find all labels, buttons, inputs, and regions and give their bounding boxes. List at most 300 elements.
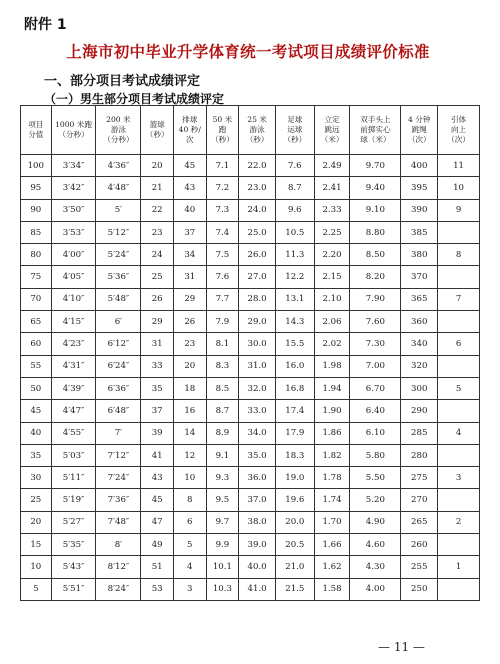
table-cell: 385 <box>401 221 438 243</box>
table-cell: 24 <box>141 244 174 266</box>
table-cell: 9.70 <box>350 155 401 177</box>
table-cell: 7.7 <box>206 288 239 310</box>
table-cell: 5′27″ <box>51 511 96 533</box>
column-header-line: （分秒） <box>58 130 89 139</box>
table-row <box>21 199 480 221</box>
column-header <box>173 106 206 155</box>
table-cell: 35 <box>141 377 174 399</box>
table-cell: 24.0 <box>239 199 276 221</box>
subsection-heading: （一）男生部分项目考试成绩评定 <box>44 92 225 106</box>
table-cell: 7.30 <box>350 333 401 355</box>
column-header-line: 双手头上 <box>360 115 391 124</box>
table-cell: 7′24″ <box>96 467 141 489</box>
table-cell: 8′ <box>96 534 141 556</box>
column-header-line: 球（米） <box>360 135 391 144</box>
column-header <box>96 106 141 155</box>
table-cell: 27.0 <box>239 266 276 288</box>
table-cell: 23 <box>173 333 206 355</box>
column-header-line: （次） <box>407 135 431 144</box>
table-cell: 5 <box>21 578 52 600</box>
table-cell: 40.0 <box>239 556 276 578</box>
table-cell: 3 <box>173 578 206 600</box>
table-cell: 4′10″ <box>51 288 96 310</box>
table-cell: 95 <box>21 177 52 199</box>
table-row <box>21 244 480 266</box>
table-cell: 3 <box>438 467 480 489</box>
table-cell: 4.60 <box>350 534 401 556</box>
table-cell: 30 <box>21 467 52 489</box>
table-cell: 7.6 <box>275 155 314 177</box>
column-header-line: 项目 <box>28 120 44 129</box>
table-cell: 75 <box>21 266 52 288</box>
table-cell: 41 <box>141 444 174 466</box>
table-cell: 11 <box>438 155 480 177</box>
table-cell: 5′ <box>96 199 141 221</box>
table-cell: 18 <box>173 377 206 399</box>
column-header-line: 运球 <box>287 125 303 134</box>
table-cell: 12 <box>173 444 206 466</box>
table-row <box>21 511 480 533</box>
table-cell: 4 <box>173 556 206 578</box>
table-cell: 3′53″ <box>51 221 96 243</box>
table-cell: 1.58 <box>314 578 350 600</box>
table-cell: 30.0 <box>239 333 276 355</box>
table-cell: 19.6 <box>275 489 314 511</box>
table-cell: 2.41 <box>314 177 350 199</box>
table-cell: 4′47″ <box>51 400 96 422</box>
table-cell: 45 <box>173 155 206 177</box>
table-cell: 51 <box>141 556 174 578</box>
table-cell: 5′19″ <box>51 489 96 511</box>
table-cell: 360 <box>401 311 438 333</box>
table-cell: 265 <box>401 511 438 533</box>
table-cell: 7.00 <box>350 355 401 377</box>
column-header-line: 跳绳 <box>411 125 427 134</box>
table-cell: 365 <box>401 288 438 310</box>
table-cell: 400 <box>401 155 438 177</box>
table-cell: 1 <box>438 556 480 578</box>
table-cell: 4′55″ <box>51 422 96 444</box>
table-row <box>21 221 480 243</box>
table-cell: 380 <box>401 244 438 266</box>
table-cell: 50 <box>21 377 52 399</box>
table-cell <box>438 578 480 600</box>
table-cell: 33.0 <box>239 400 276 422</box>
table-cell: 7′ <box>96 422 141 444</box>
table-row <box>21 422 480 444</box>
column-header-line: 1000 米跑 <box>55 120 92 129</box>
table-cell: 7′36″ <box>96 489 141 511</box>
table-cell: 9.1 <box>206 444 239 466</box>
table-cell: 31.0 <box>239 355 276 377</box>
table-cell: 1.74 <box>314 489 350 511</box>
table-cell: 10.3 <box>206 578 239 600</box>
table-cell: 390 <box>401 199 438 221</box>
table-cell: 7 <box>438 288 480 310</box>
table-cell: 23.0 <box>239 177 276 199</box>
column-header-line: 50 米 <box>212 115 233 124</box>
table-header-row <box>21 106 480 155</box>
table-cell: 47 <box>141 511 174 533</box>
table-cell: 4.90 <box>350 511 401 533</box>
column-header-line: 次 <box>185 135 194 144</box>
table-cell: 1.78 <box>314 467 350 489</box>
table-cell: 31 <box>173 266 206 288</box>
table-cell: 340 <box>401 333 438 355</box>
table-cell: 37 <box>173 221 206 243</box>
column-header <box>141 106 174 155</box>
table-cell: 8.50 <box>350 244 401 266</box>
table-cell: 8.7 <box>206 400 239 422</box>
table-cell: 7.1 <box>206 155 239 177</box>
table-cell: 2.15 <box>314 266 350 288</box>
table-cell: 6′48″ <box>96 400 141 422</box>
table-cell: 4′00″ <box>51 244 96 266</box>
table-cell: 100 <box>21 155 52 177</box>
column-header-line: （分秒） <box>103 135 134 144</box>
table-cell: 18.3 <box>275 444 314 466</box>
table-cell: 32.0 <box>239 377 276 399</box>
table-cell: 25 <box>141 266 174 288</box>
table-cell: 22 <box>141 199 174 221</box>
table-cell: 16.0 <box>275 355 314 377</box>
table-cell: 7′12″ <box>96 444 141 466</box>
table-cell: 5.20 <box>350 489 401 511</box>
page-number: — 11 — <box>378 640 425 654</box>
table-cell: 7′48″ <box>96 511 141 533</box>
table-cell: 37 <box>141 400 174 422</box>
table-row <box>21 355 480 377</box>
table-cell: 9.3 <box>206 467 239 489</box>
column-header-line: 篮球 <box>149 120 165 129</box>
table-cell: 4.00 <box>350 578 401 600</box>
table-cell: 6′ <box>96 311 141 333</box>
table-cell: 21 <box>141 177 174 199</box>
table-cell: 17.9 <box>275 422 314 444</box>
column-header-line: （秒） <box>145 130 169 139</box>
table-cell: 5.80 <box>350 444 401 466</box>
table-cell: 7.6 <box>206 266 239 288</box>
section-heading: 一、部分项目考试成绩评定 <box>44 74 201 89</box>
table-cell: 6.40 <box>350 400 401 422</box>
table-cell: 290 <box>401 400 438 422</box>
table-cell: 20 <box>173 355 206 377</box>
table-cell: 5′36″ <box>96 266 141 288</box>
table-cell: 21.0 <box>275 556 314 578</box>
table-cell: 25.0 <box>239 221 276 243</box>
table-cell: 2.33 <box>314 199 350 221</box>
table-cell: 8.3 <box>206 355 239 377</box>
table-cell: 21.5 <box>275 578 314 600</box>
column-header-line: 足球 <box>287 115 303 124</box>
column-header <box>350 106 401 155</box>
table-cell: 6′12″ <box>96 333 141 355</box>
table-cell: 41.0 <box>239 578 276 600</box>
table-cell: 17.4 <box>275 400 314 422</box>
table-cell: 2.20 <box>314 244 350 266</box>
table-cell: 8.7 <box>275 177 314 199</box>
table-cell: 9.10 <box>350 199 401 221</box>
table-cell: 31 <box>141 333 174 355</box>
table-cell: 20 <box>21 511 52 533</box>
table-cell: 1.98 <box>314 355 350 377</box>
table-cell: 43 <box>141 467 174 489</box>
table-cell: 2.49 <box>314 155 350 177</box>
column-header-line: 前掷实心 <box>360 125 391 134</box>
table-cell: 13.1 <box>275 288 314 310</box>
table-cell: 370 <box>401 266 438 288</box>
column-header-line: 立定 <box>324 115 340 124</box>
table-cell: 8.20 <box>350 266 401 288</box>
table-cell: 39 <box>141 422 174 444</box>
table-cell: 5′03″ <box>51 444 96 466</box>
table-cell: 8 <box>438 244 480 266</box>
table-cell: 8′12″ <box>96 556 141 578</box>
table-cell: 22.0 <box>239 155 276 177</box>
table-row <box>21 467 480 489</box>
table-cell: 40 <box>21 422 52 444</box>
table-cell: 8′24″ <box>96 578 141 600</box>
table-cell: 4′05″ <box>51 266 96 288</box>
table-cell: 4 <box>438 422 480 444</box>
table-row <box>21 266 480 288</box>
table-cell: 7.5 <box>206 244 239 266</box>
table-cell: 320 <box>401 355 438 377</box>
column-header-line: 游泳 <box>249 125 265 134</box>
table-cell: 14 <box>173 422 206 444</box>
table-cell <box>438 444 480 466</box>
table-cell: 8.5 <box>206 377 239 399</box>
table-cell: 4.30 <box>350 556 401 578</box>
table-row <box>21 377 480 399</box>
column-header <box>51 106 96 155</box>
table-cell <box>438 534 480 556</box>
table-cell: 1.70 <box>314 511 350 533</box>
table-cell <box>438 355 480 377</box>
column-header-line: （次） <box>447 135 470 144</box>
table-cell: 26.0 <box>239 244 276 266</box>
column-header-line: 跑 <box>218 125 227 134</box>
table-cell: 250 <box>401 578 438 600</box>
score-table <box>20 105 480 601</box>
table-cell: 4′15″ <box>51 311 96 333</box>
table-cell: 8.9 <box>206 422 239 444</box>
table-cell: 10 <box>21 556 52 578</box>
table-cell: 6 <box>438 333 480 355</box>
table-cell: 1.86 <box>314 422 350 444</box>
table-cell: 34.0 <box>239 422 276 444</box>
table-cell: 3′50″ <box>51 199 96 221</box>
table-cell: 8 <box>173 489 206 511</box>
table-cell: 5′35″ <box>51 534 96 556</box>
table-cell: 5.50 <box>350 467 401 489</box>
column-header-line: 游泳 <box>110 125 126 134</box>
column-header-line: 4 分钟 <box>408 115 431 124</box>
table-cell: 7.90 <box>350 288 401 310</box>
table-cell: 29.0 <box>239 311 276 333</box>
table-cell: 20 <box>141 155 174 177</box>
table-cell: 16.8 <box>275 377 314 399</box>
table-cell: 6.10 <box>350 422 401 444</box>
column-header-line: 40 秒/ <box>178 125 201 134</box>
table-cell: 19.0 <box>275 467 314 489</box>
table-cell: 34 <box>173 244 206 266</box>
table-cell: 1.90 <box>314 400 350 422</box>
table-cell: 26 <box>141 288 174 310</box>
table-cell: 29 <box>141 311 174 333</box>
table-cell: 15 <box>21 534 52 556</box>
column-header-line: 200 米 <box>106 115 131 124</box>
table-cell: 9.9 <box>206 534 239 556</box>
table-row <box>21 155 480 177</box>
table-cell: 23 <box>141 221 174 243</box>
table-cell: 3′42″ <box>51 177 96 199</box>
table-cell: 6′24″ <box>96 355 141 377</box>
table-cell: 4′39″ <box>51 377 96 399</box>
table-cell: 5′11″ <box>51 467 96 489</box>
table-cell: 4′23″ <box>51 333 96 355</box>
table-cell: 7.3 <box>206 199 239 221</box>
table-cell: 395 <box>401 177 438 199</box>
table-cell: 80 <box>21 244 52 266</box>
table-cell: 15.5 <box>275 333 314 355</box>
column-header <box>401 106 438 155</box>
table-cell: 260 <box>401 534 438 556</box>
table-cell: 1.66 <box>314 534 350 556</box>
table-cell: 275 <box>401 467 438 489</box>
table-cell: 28.0 <box>239 288 276 310</box>
table-cell: 2.02 <box>314 333 350 355</box>
table-cell: 9 <box>438 199 480 221</box>
table-cell: 14.3 <box>275 311 314 333</box>
table-cell <box>438 311 480 333</box>
column-header <box>239 106 276 155</box>
table-cell: 7.60 <box>350 311 401 333</box>
column-header-line: 跳远 <box>324 125 340 134</box>
document-title: 上海市初中毕业升学体育统一考试项目成绩评价标准 <box>66 42 430 61</box>
table-cell: 35 <box>21 444 52 466</box>
table-cell: 1.62 <box>314 556 350 578</box>
table-cell: 5 <box>438 377 480 399</box>
table-cell: 5′43″ <box>51 556 96 578</box>
table-cell <box>438 266 480 288</box>
table-cell: 33 <box>141 355 174 377</box>
table-cell: 37.0 <box>239 489 276 511</box>
table-cell: 9.7 <box>206 511 239 533</box>
column-header-line: 25 米 <box>247 115 267 124</box>
table-cell: 40 <box>173 199 206 221</box>
table-row <box>21 333 480 355</box>
table-cell: 280 <box>401 444 438 466</box>
table-cell: 5′24″ <box>96 244 141 266</box>
table-cell: 6′36″ <box>96 377 141 399</box>
table-cell: 270 <box>401 489 438 511</box>
table-cell: 10 <box>173 467 206 489</box>
table-cell: 65 <box>21 311 52 333</box>
table-cell: 9.5 <box>206 489 239 511</box>
table-row <box>21 177 480 199</box>
table-row <box>21 311 480 333</box>
table-cell: 12.2 <box>275 266 314 288</box>
table-cell: 5′51″ <box>51 578 96 600</box>
table-cell: 7.2 <box>206 177 239 199</box>
table-cell <box>438 400 480 422</box>
table-cell: 20.0 <box>275 511 314 533</box>
column-header <box>314 106 350 155</box>
table-cell: 285 <box>401 422 438 444</box>
table-cell: 90 <box>21 199 52 221</box>
table-cell: 2 <box>438 511 480 533</box>
table-cell: 35.0 <box>239 444 276 466</box>
table-cell: 255 <box>401 556 438 578</box>
table-cell: 9.6 <box>275 199 314 221</box>
table-cell: 5′12″ <box>96 221 141 243</box>
table-cell: 49 <box>141 534 174 556</box>
table-cell: 10.1 <box>206 556 239 578</box>
table-cell <box>438 489 480 511</box>
column-header-line: 引体 <box>450 115 467 124</box>
table-cell: 38.0 <box>239 511 276 533</box>
table-cell: 1.82 <box>314 444 350 466</box>
table-cell: 11.3 <box>275 244 314 266</box>
column-header <box>438 106 480 155</box>
column-header-line: （秒） <box>245 135 269 144</box>
table-cell: 2.06 <box>314 311 350 333</box>
column-header <box>275 106 314 155</box>
table-row <box>21 534 480 556</box>
table-cell: 4′31″ <box>51 355 96 377</box>
table-cell: 5′48″ <box>96 288 141 310</box>
column-header-line: 排球 <box>182 115 198 124</box>
column-header-line: （米） <box>320 135 344 144</box>
table-cell: 7.9 <box>206 311 239 333</box>
table-cell: 45 <box>21 400 52 422</box>
table-cell: 45 <box>141 489 174 511</box>
table-cell: 29 <box>173 288 206 310</box>
table-cell: 1.94 <box>314 377 350 399</box>
table-row <box>21 578 480 600</box>
table-cell: 36.0 <box>239 467 276 489</box>
table-row <box>21 400 480 422</box>
table-body <box>21 155 480 601</box>
table-cell: 60 <box>21 333 52 355</box>
table-row <box>21 288 480 310</box>
table-cell: 8.80 <box>350 221 401 243</box>
table-cell: 3′34″ <box>51 155 96 177</box>
table-cell: 85 <box>21 221 52 243</box>
table-row <box>21 444 480 466</box>
table-cell: 10 <box>438 177 480 199</box>
column-header-line: 向上 <box>450 125 467 134</box>
table-cell: 300 <box>401 377 438 399</box>
table-cell: 2.25 <box>314 221 350 243</box>
table-cell: 20.5 <box>275 534 314 556</box>
table-row <box>21 556 480 578</box>
column-header-line: （秒） <box>211 135 234 144</box>
table-cell: 43 <box>173 177 206 199</box>
table-cell: 55 <box>21 355 52 377</box>
column-header <box>21 106 52 155</box>
table-cell: 53 <box>141 578 174 600</box>
table-cell: 10.5 <box>275 221 314 243</box>
column-header-line: （秒） <box>283 135 307 144</box>
table-cell: 4′36″ <box>96 155 141 177</box>
column-header-line: 分值 <box>28 130 44 139</box>
table-cell: 6.70 <box>350 377 401 399</box>
table-cell: 4′48″ <box>96 177 141 199</box>
table-cell: 39.0 <box>239 534 276 556</box>
table-cell: 7.4 <box>206 221 239 243</box>
